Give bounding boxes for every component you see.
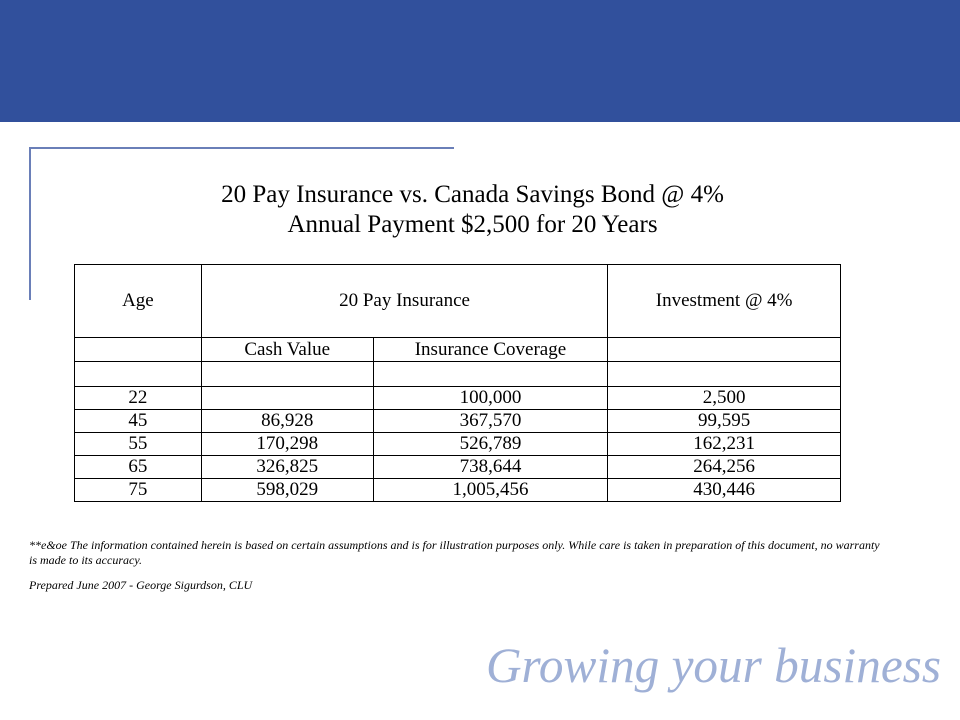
table-blank-row [75,362,841,387]
disclaimer-note [29,538,909,568]
header-insurance: 20 Pay Insurance [201,265,607,338]
cell-investment: 2,500 [608,387,841,410]
cell-age: 45 [75,410,202,433]
table-row [75,433,841,456]
table-row [75,410,841,433]
table-row [75,456,841,479]
subheader-empty [75,338,202,362]
table-row [75,479,841,502]
cell-coverage: 100,000 [373,387,608,410]
cell-cash-value: 86,928 [201,410,373,433]
cell-coverage: 367,570 [373,410,608,433]
header-investment: Investment @ 4% [608,265,841,338]
accent-line-horizontal [29,147,454,149]
cell-cash-value [201,387,373,410]
header-banner [0,0,960,122]
subheader-empty [608,338,841,362]
header-age: Age [75,265,202,338]
tagline-text: Growing your business [486,637,941,693]
header-cash-value: Cash Value [201,338,373,362]
disclaimer-line-1: **e&oe The information contained herein is based on certain assumptions and is for illustration purposes only. While care is taken in preparation of this document, no warranty [29,538,880,552]
cell-age: 75 [75,479,202,502]
prepared-by: Prepared June 2007 - George Sigurdson, CLU [29,578,253,592]
cell-cash-value: 170,298 [201,433,373,456]
slide-title [80,180,865,240]
blank-cell [75,362,202,387]
cell-age: 65 [75,456,202,479]
cell-age: 22 [75,387,202,410]
cell-investment: 430,446 [608,479,841,502]
comparison-table [74,264,841,502]
header-coverage: Insurance Coverage [373,338,608,362]
cell-coverage: 1,005,456 [373,479,608,502]
cell-cash-value: 598,029 [201,479,373,502]
cell-investment: 162,231 [608,433,841,456]
accent-line-vertical [29,147,31,300]
cell-investment: 264,256 [608,456,841,479]
cell-coverage: 526,789 [373,433,608,456]
blank-cell [608,362,841,387]
blank-cell [373,362,608,387]
cell-age: 55 [75,433,202,456]
cell-investment: 99,595 [608,410,841,433]
table-header-row [75,265,841,338]
blank-cell [201,362,373,387]
cell-cash-value: 326,825 [201,456,373,479]
tagline-logo [480,630,950,710]
table-row [75,387,841,410]
title-line-1: 20 Pay Insurance vs. Canada Savings Bond @ 4% [221,181,724,208]
cell-coverage: 738,644 [373,456,608,479]
title-line-2: Annual Payment $2,500 for 20 Years [287,211,658,238]
disclaimer-line-2: is made to its accuracy. [29,553,142,567]
table-subheader-row [75,338,841,362]
